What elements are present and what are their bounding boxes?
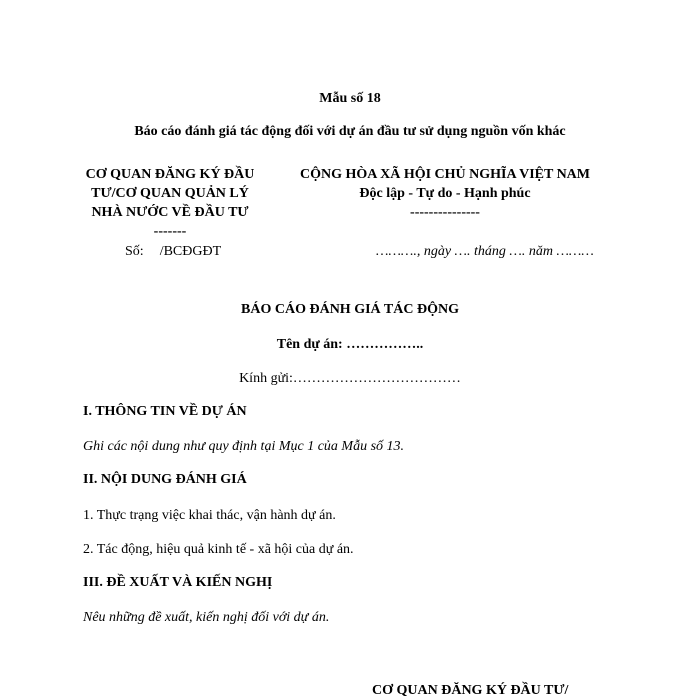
section-2-heading: II. NỘI DUNG ĐÁNH GIÁ	[83, 472, 247, 487]
signer-agency: CƠ QUAN ĐĂNG KÝ ĐẦU TƯ/	[372, 683, 569, 698]
section-2-item-1: 1. Thực trạng việc khai thác, vận hành dự án.	[83, 508, 336, 523]
agency-divider: -------	[153, 224, 187, 239]
republic-name: CỘNG HÒA XÃ HỘI CHỦ NGHĨA VIỆT NAM	[299, 167, 590, 182]
project-name: Tên dự án: ……………..	[276, 337, 424, 352]
number-code: /BCĐGĐT	[159, 244, 222, 259]
section-1-text: Ghi các nội dung như quy định tại Mục 1 của Mẫu số 13.	[83, 439, 405, 454]
section-3-text: Nêu những đề xuất, kiến nghị đối với dự án.	[83, 610, 330, 625]
report-title: BÁO CÁO ĐÁNH GIÁ TÁC ĐỘNG	[241, 302, 459, 317]
section-3-heading: III. ĐỀ XUẤT VÀ KIẾN NGHỊ	[83, 575, 273, 590]
date-line: ………., ngày …. tháng …. năm ………	[376, 244, 594, 259]
agency-line-3: NHÀ NƯỚC VỀ ĐẦU TƯ	[91, 205, 249, 220]
document-number	[125, 244, 221, 260]
motto: Độc lập - Tự do - Hạnh phúc	[359, 186, 531, 201]
agency-line-2: TƯ/CƠ QUAN QUẢN LÝ	[91, 186, 249, 201]
agency-line-1: CƠ QUAN ĐĂNG KÝ ĐẦU	[85, 167, 255, 182]
issuing-agency-block	[80, 165, 260, 241]
form-number: Mẫu số 18	[319, 91, 381, 106]
section-2-item-2: 2. Tác động, hiệu quả kinh tế - xã hội của dự án.	[83, 542, 354, 557]
number-label: Số:	[125, 244, 144, 259]
addressee: Kính gửi:………………………………	[239, 371, 461, 386]
motto-divider: ---------------	[410, 205, 480, 220]
form-subtitle: Báo cáo đánh giá tác động đối với dự án đầu tư sử dụng nguồn vốn khác	[134, 124, 566, 139]
section-1-heading: I. THÔNG TIN VỀ DỰ ÁN	[83, 404, 247, 419]
national-motto-block	[270, 165, 620, 222]
